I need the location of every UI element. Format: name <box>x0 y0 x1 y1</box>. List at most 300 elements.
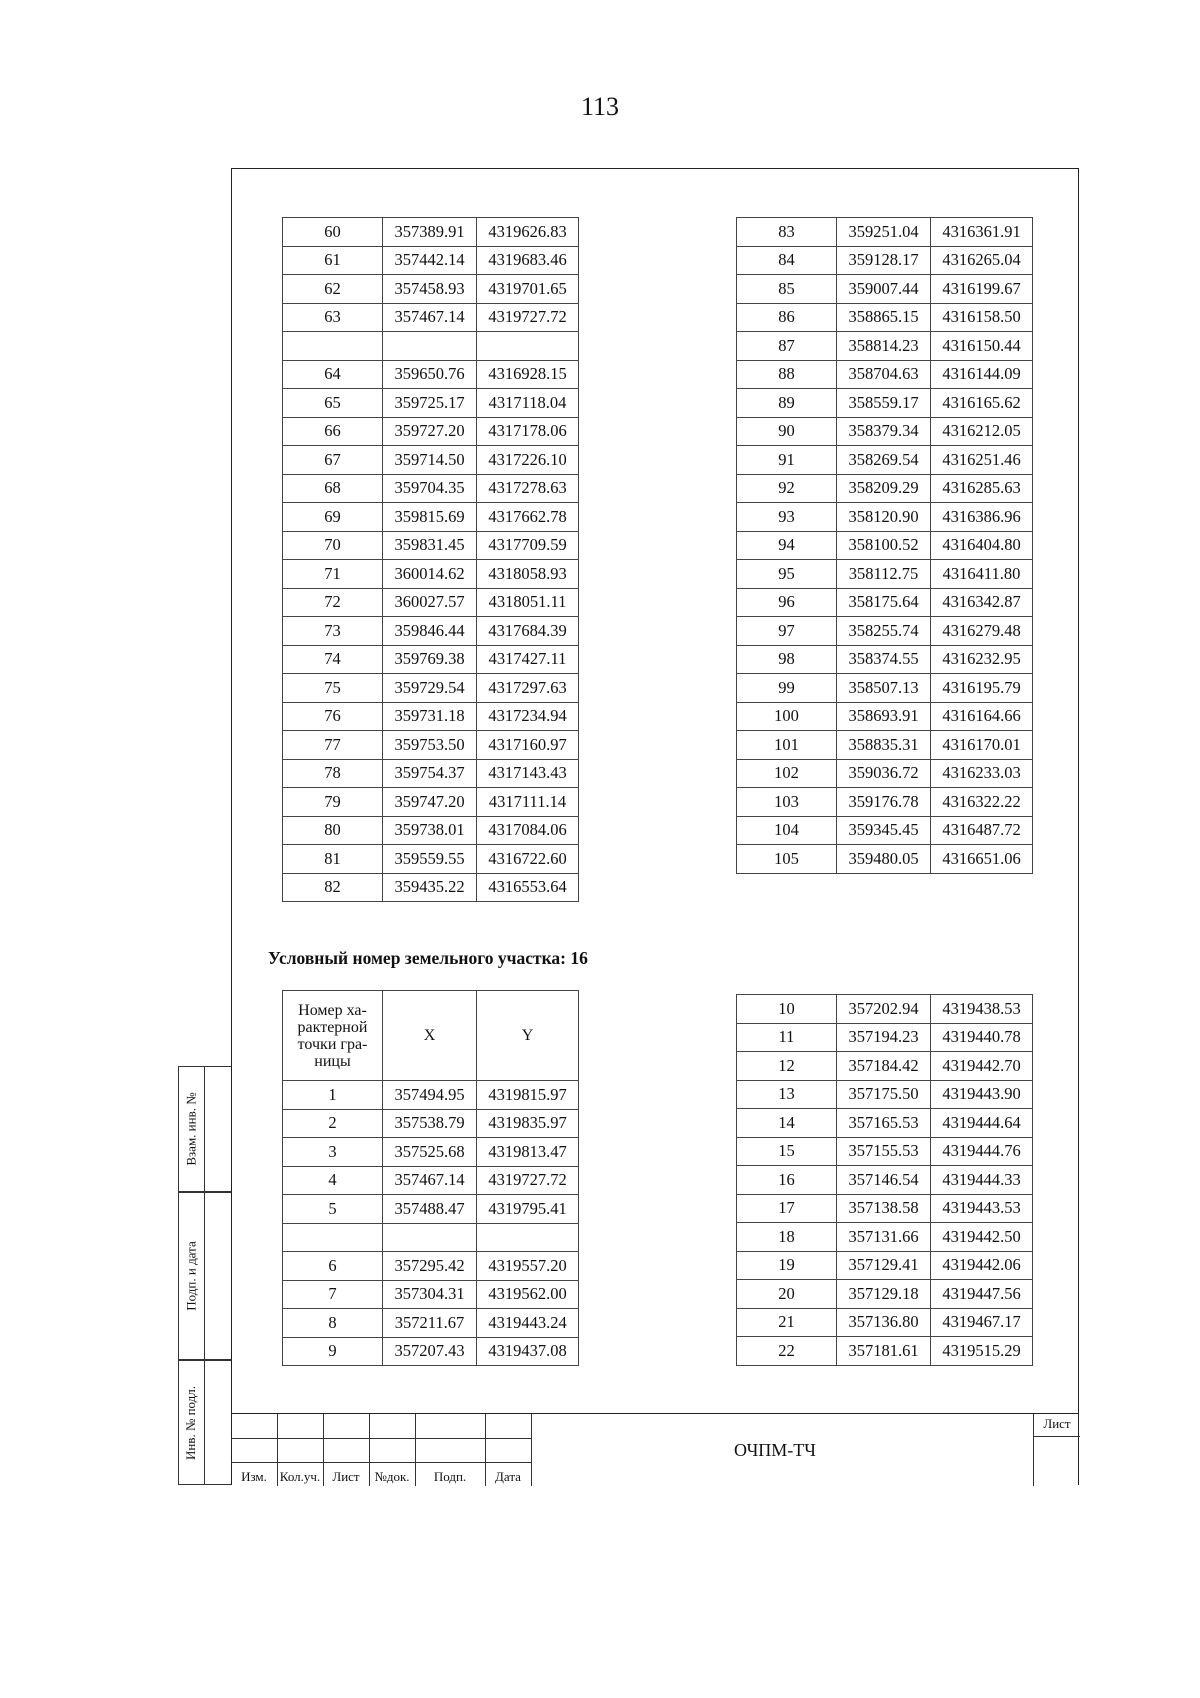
x-coordinate-cell: 359435.22 <box>383 873 477 902</box>
title-col-list: Лист <box>332 1469 360 1484</box>
point-number-cell: 68 <box>283 474 383 503</box>
point-number-cell: 3 <box>283 1138 383 1167</box>
y-coordinate-cell: 4316928.15 <box>477 360 579 389</box>
y-coordinate-cell: 4317143.43 <box>477 759 579 788</box>
y-coordinate-cell: 4317297.63 <box>477 674 579 703</box>
table-row <box>283 845 579 874</box>
header-y: Y <box>477 991 579 1081</box>
table-row <box>283 474 579 503</box>
table-row <box>737 1052 1033 1081</box>
point-number-cell: 21 <box>737 1308 837 1337</box>
y-coordinate-cell: 4316158.50 <box>931 303 1033 332</box>
x-coordinate-cell: 357389.91 <box>383 218 477 247</box>
y-coordinate-cell: 4318051.11 <box>477 588 579 617</box>
table-row <box>283 360 579 389</box>
page-number: 113 <box>580 92 620 121</box>
table-row <box>737 1194 1033 1223</box>
y-coordinate-cell: 4317684.39 <box>477 617 579 646</box>
y-coordinate-cell: 4316165.62 <box>931 389 1033 418</box>
table-row <box>737 1308 1033 1337</box>
table-row <box>283 759 579 788</box>
point-number-cell: 64 <box>283 360 383 389</box>
y-coordinate-cell: 4316279.48 <box>931 617 1033 646</box>
y-coordinate-cell: 4319437.08 <box>477 1337 579 1366</box>
x-coordinate-cell: 357181.61 <box>837 1337 931 1366</box>
point-number-cell: 72 <box>283 588 383 617</box>
point-number-cell: 74 <box>283 645 383 674</box>
y-coordinate-cell: 4319626.83 <box>477 218 579 247</box>
y-coordinate-cell: 4317160.97 <box>477 731 579 760</box>
table-row <box>283 1195 579 1224</box>
x-coordinate-cell: 357295.42 <box>383 1252 477 1281</box>
point-number-cell: 104 <box>737 816 837 845</box>
point-number-cell: 82 <box>283 873 383 902</box>
y-coordinate-cell: 4317118.04 <box>477 389 579 418</box>
x-coordinate-cell <box>383 332 477 361</box>
y-coordinate-cell: 4316722.60 <box>477 845 579 874</box>
point-number-cell: 101 <box>737 731 837 760</box>
table-row <box>283 1138 579 1167</box>
y-coordinate-cell: 4319515.29 <box>931 1337 1033 1366</box>
table-row <box>283 503 579 532</box>
x-coordinate-cell: 359725.17 <box>383 389 477 418</box>
y-coordinate-cell: 4316199.67 <box>931 275 1033 304</box>
table-row <box>737 1223 1033 1252</box>
y-coordinate-cell: 4317084.06 <box>477 816 579 845</box>
x-coordinate-cell: 358835.31 <box>837 731 931 760</box>
point-number-cell: 102 <box>737 759 837 788</box>
point-number-cell <box>283 332 383 361</box>
x-coordinate-cell: 359128.17 <box>837 246 931 275</box>
y-coordinate-cell: 4317278.63 <box>477 474 579 503</box>
table-row <box>737 674 1033 703</box>
point-number-cell: 76 <box>283 702 383 731</box>
point-number-cell: 65 <box>283 389 383 418</box>
y-coordinate-cell: 4319835.97 <box>477 1109 579 1138</box>
y-coordinate-cell: 4317234.94 <box>477 702 579 731</box>
table-row <box>283 816 579 845</box>
point-number-cell: 1 <box>283 1081 383 1110</box>
y-coordinate-cell: 4316251.46 <box>931 446 1033 475</box>
x-coordinate-cell: 357467.14 <box>383 1166 477 1195</box>
y-coordinate-cell: 4317709.59 <box>477 531 579 560</box>
point-number-cell: 11 <box>737 1023 837 1052</box>
stamp-inv-podl <box>178 1360 231 1485</box>
x-coordinate-cell: 357175.50 <box>837 1080 931 1109</box>
y-coordinate-cell: 4316322.22 <box>931 788 1033 817</box>
y-coordinate-cell: 4319443.24 <box>477 1309 579 1338</box>
x-coordinate-cell: 357467.14 <box>383 303 477 332</box>
x-coordinate-cell: 357525.68 <box>383 1138 477 1167</box>
x-coordinate-cell: 358255.74 <box>837 617 931 646</box>
table-row <box>283 332 579 361</box>
stamp-podp-data-label: Подп. и дата <box>183 1241 199 1311</box>
y-coordinate-cell: 4319557.20 <box>477 1252 579 1281</box>
point-number-cell: 98 <box>737 645 837 674</box>
y-coordinate-cell: 4319447.56 <box>931 1280 1033 1309</box>
point-number-cell: 88 <box>737 360 837 389</box>
y-coordinate-cell: 4318058.93 <box>477 560 579 589</box>
x-coordinate-cell: 359036.72 <box>837 759 931 788</box>
point-number-cell: 15 <box>737 1137 837 1166</box>
table-row <box>283 674 579 703</box>
table-row <box>283 1280 579 1309</box>
y-coordinate-cell: 4319795.41 <box>477 1195 579 1224</box>
table-row <box>737 645 1033 674</box>
table-row <box>737 531 1033 560</box>
sheet-box <box>1033 1414 1079 1486</box>
x-coordinate-cell: 357207.43 <box>383 1337 477 1366</box>
point-number-cell: 95 <box>737 560 837 589</box>
point-number-cell: 17 <box>737 1194 837 1223</box>
point-number-cell: 105 <box>737 845 837 874</box>
point-number-cell: 89 <box>737 389 837 418</box>
point-number-cell: 7 <box>283 1280 383 1309</box>
y-coordinate-cell: 4317662.78 <box>477 503 579 532</box>
x-coordinate-cell: 359754.37 <box>383 759 477 788</box>
table-row <box>737 474 1033 503</box>
y-coordinate-cell: 4316285.63 <box>931 474 1033 503</box>
y-coordinate-cell: 4316342.87 <box>931 588 1033 617</box>
y-coordinate-cell <box>477 1223 579 1252</box>
y-coordinate-cell: 4316553.64 <box>477 873 579 902</box>
x-coordinate-cell: 359251.04 <box>837 218 931 247</box>
point-number-cell: 97 <box>737 617 837 646</box>
y-coordinate-cell: 4319442.06 <box>931 1251 1033 1280</box>
point-number-cell: 10 <box>737 995 837 1024</box>
y-coordinate-cell: 4319813.47 <box>477 1138 579 1167</box>
table-row <box>283 446 579 475</box>
y-coordinate-cell: 4316386.96 <box>931 503 1033 532</box>
table-row <box>283 731 579 760</box>
stamp-vzam-inv-label: Взам. инв. № <box>183 1092 199 1166</box>
table-row <box>737 1251 1033 1280</box>
point-number-cell: 81 <box>283 845 383 874</box>
table-row <box>283 1223 579 1252</box>
point-number-cell: 92 <box>737 474 837 503</box>
y-coordinate-cell: 4316651.06 <box>931 845 1033 874</box>
x-coordinate-cell: 359727.20 <box>383 417 477 446</box>
table-row <box>737 816 1033 845</box>
point-number-cell: 4 <box>283 1166 383 1195</box>
y-coordinate-cell: 4319727.72 <box>477 303 579 332</box>
point-number-cell: 96 <box>737 588 837 617</box>
point-number-cell: 69 <box>283 503 383 532</box>
y-coordinate-cell: 4319815.97 <box>477 1081 579 1110</box>
x-coordinate-cell: 357442.14 <box>383 246 477 275</box>
y-coordinate-cell: 4319442.70 <box>931 1052 1033 1081</box>
x-coordinate-cell: 358175.64 <box>837 588 931 617</box>
x-coordinate-cell: 357194.23 <box>837 1023 931 1052</box>
table-row <box>283 303 579 332</box>
y-coordinate-cell: 4316487.72 <box>931 816 1033 845</box>
title-col-data: Дата <box>495 1469 521 1484</box>
point-number-cell: 14 <box>737 1109 837 1138</box>
x-coordinate-cell: 359753.50 <box>383 731 477 760</box>
table-row <box>737 303 1033 332</box>
table-row <box>737 1137 1033 1166</box>
table-row <box>737 845 1033 874</box>
x-coordinate-cell: 357165.53 <box>837 1109 931 1138</box>
point-number-cell <box>283 1223 383 1252</box>
y-coordinate-cell: 4316361.91 <box>931 218 1033 247</box>
y-coordinate-cell: 4319442.50 <box>931 1223 1033 1252</box>
table-row <box>283 531 579 560</box>
point-number-cell: 83 <box>737 218 837 247</box>
header-x: X <box>383 991 477 1081</box>
table-row <box>737 360 1033 389</box>
point-number-cell: 19 <box>737 1251 837 1280</box>
point-number-cell: 6 <box>283 1252 383 1281</box>
point-number-cell: 100 <box>737 702 837 731</box>
point-number-cell: 18 <box>737 1223 837 1252</box>
table-row <box>737 417 1033 446</box>
x-coordinate-cell: 357146.54 <box>837 1166 931 1195</box>
table-row <box>283 645 579 674</box>
y-coordinate-cell: 4316164.66 <box>931 702 1033 731</box>
y-coordinate-cell: 4316144.09 <box>931 360 1033 389</box>
y-coordinate-cell: 4319444.64 <box>931 1109 1033 1138</box>
point-number-cell: 13 <box>737 1080 837 1109</box>
point-number-cell: 9 <box>283 1337 383 1366</box>
x-coordinate-cell: 359729.54 <box>383 674 477 703</box>
y-coordinate-cell: 4319443.90 <box>931 1080 1033 1109</box>
y-coordinate-cell: 4316170.01 <box>931 731 1033 760</box>
x-coordinate-cell: 359345.45 <box>837 816 931 845</box>
x-coordinate-cell: 357458.93 <box>383 275 477 304</box>
point-number-cell: 12 <box>737 1052 837 1081</box>
y-coordinate-cell: 4319443.53 <box>931 1194 1033 1223</box>
x-coordinate-cell: 358379.34 <box>837 417 931 446</box>
table-header-row <box>283 991 579 1081</box>
x-coordinate-cell: 359480.05 <box>837 845 931 874</box>
x-coordinate-cell: 360027.57 <box>383 588 477 617</box>
y-coordinate-cell: 4317111.14 <box>477 788 579 817</box>
table-row <box>283 275 579 304</box>
table-row <box>283 873 579 902</box>
point-number-cell: 22 <box>737 1337 837 1366</box>
x-coordinate-cell: 358559.17 <box>837 389 931 418</box>
point-number-cell: 2 <box>283 1109 383 1138</box>
stamp-inv-podl-label: Инв. № подл. <box>183 1385 199 1460</box>
x-coordinate-cell: 359731.18 <box>383 702 477 731</box>
y-coordinate-cell: 4319444.76 <box>931 1137 1033 1166</box>
point-number-cell: 87 <box>737 332 837 361</box>
y-coordinate-cell: 4319727.72 <box>477 1166 579 1195</box>
table-row <box>737 1337 1033 1366</box>
point-number-cell: 62 <box>283 275 383 304</box>
x-coordinate-cell: 358269.54 <box>837 446 931 475</box>
x-coordinate-cell: 359738.01 <box>383 816 477 845</box>
point-number-cell: 8 <box>283 1309 383 1338</box>
point-number-cell: 73 <box>283 617 383 646</box>
table-row <box>737 1080 1033 1109</box>
y-coordinate-cell: 4319701.65 <box>477 275 579 304</box>
x-coordinate-cell: 358100.52 <box>837 531 931 560</box>
x-coordinate-cell: 357155.53 <box>837 1137 931 1166</box>
table-row <box>283 1109 579 1138</box>
coordinates-table-bottom-left <box>282 990 579 1366</box>
point-number-cell: 61 <box>283 246 383 275</box>
table-row <box>283 617 579 646</box>
x-coordinate-cell: 357131.66 <box>837 1223 931 1252</box>
table-row <box>737 446 1033 475</box>
x-coordinate-cell: 358120.90 <box>837 503 931 532</box>
point-number-cell: 5 <box>283 1195 383 1224</box>
x-coordinate-cell <box>383 1223 477 1252</box>
table-row <box>283 1337 579 1366</box>
x-coordinate-cell: 357211.67 <box>383 1309 477 1338</box>
y-coordinate-cell: 4316150.44 <box>931 332 1033 361</box>
x-coordinate-cell: 359007.44 <box>837 275 931 304</box>
title-block <box>231 1413 1079 1485</box>
table-row <box>283 702 579 731</box>
x-coordinate-cell: 357184.42 <box>837 1052 931 1081</box>
x-coordinate-cell: 358865.15 <box>837 303 931 332</box>
coordinates-table-top-left <box>282 217 579 902</box>
x-coordinate-cell: 359769.38 <box>383 645 477 674</box>
y-coordinate-cell: 4319440.78 <box>931 1023 1033 1052</box>
document-code: ОЧПМ-ТЧ <box>734 1440 816 1460</box>
table-row <box>737 617 1033 646</box>
table-row <box>737 503 1033 532</box>
x-coordinate-cell: 357136.80 <box>837 1308 931 1337</box>
x-coordinate-cell: 359747.20 <box>383 788 477 817</box>
y-coordinate-cell: 4316212.05 <box>931 417 1033 446</box>
point-number-cell: 94 <box>737 531 837 560</box>
y-coordinate-cell: 4316265.04 <box>931 246 1033 275</box>
stamp-vzam-inv <box>178 1066 231 1192</box>
header-point-number: Номер ха-рактерной точки гра-ницы <box>283 991 383 1081</box>
x-coordinate-cell: 359714.50 <box>383 446 477 475</box>
x-coordinate-cell: 358693.91 <box>837 702 931 731</box>
table-row <box>283 788 579 817</box>
y-coordinate-cell: 4316195.79 <box>931 674 1033 703</box>
point-number-cell: 99 <box>737 674 837 703</box>
coordinates-table-top-right <box>736 217 1033 874</box>
y-coordinate-cell: 4317178.06 <box>477 417 579 446</box>
table-row <box>737 1023 1033 1052</box>
table-row <box>737 389 1033 418</box>
point-number-cell: 77 <box>283 731 383 760</box>
point-number-cell: 78 <box>283 759 383 788</box>
point-number-cell: 70 <box>283 531 383 560</box>
title-col-ndok: №док. <box>374 1469 410 1484</box>
y-coordinate-cell <box>477 332 579 361</box>
x-coordinate-cell: 358507.13 <box>837 674 931 703</box>
x-coordinate-cell: 358374.55 <box>837 645 931 674</box>
point-number-cell: 93 <box>737 503 837 532</box>
y-coordinate-cell: 4317427.11 <box>477 645 579 674</box>
x-coordinate-cell: 357202.94 <box>837 995 931 1024</box>
table-row <box>283 246 579 275</box>
x-coordinate-cell: 359559.55 <box>383 845 477 874</box>
point-number-cell: 86 <box>737 303 837 332</box>
x-coordinate-cell: 358112.75 <box>837 560 931 589</box>
table-row <box>737 332 1033 361</box>
table-row <box>737 1109 1033 1138</box>
x-coordinate-cell: 359176.78 <box>837 788 931 817</box>
table-row <box>737 1166 1033 1195</box>
stamp-podp-data <box>178 1192 231 1360</box>
sheet-label: Лист <box>1043 1416 1071 1431</box>
coordinates-table-bottom-right <box>736 994 1033 1366</box>
y-coordinate-cell: 4316232.95 <box>931 645 1033 674</box>
table-row <box>737 560 1033 589</box>
point-number-cell: 84 <box>737 246 837 275</box>
y-coordinate-cell: 4319683.46 <box>477 246 579 275</box>
x-coordinate-cell: 357488.47 <box>383 1195 477 1224</box>
point-number-cell: 103 <box>737 788 837 817</box>
table-row <box>283 1309 579 1338</box>
table-row <box>283 560 579 589</box>
x-coordinate-cell: 359704.35 <box>383 474 477 503</box>
point-number-cell: 80 <box>283 816 383 845</box>
table-row <box>737 246 1033 275</box>
point-number-cell: 91 <box>737 446 837 475</box>
y-coordinate-cell: 4319562.00 <box>477 1280 579 1309</box>
y-coordinate-cell: 4316404.80 <box>931 531 1033 560</box>
point-number-cell: 66 <box>283 417 383 446</box>
table-row <box>283 389 579 418</box>
section-title: Условный номер земельного участка: 16 <box>268 948 588 968</box>
point-number-cell: 67 <box>283 446 383 475</box>
x-coordinate-cell: 357129.18 <box>837 1280 931 1309</box>
point-number-cell: 63 <box>283 303 383 332</box>
table-row <box>283 1166 579 1195</box>
table-row <box>737 759 1033 788</box>
table-row <box>737 702 1033 731</box>
point-number-cell: 20 <box>737 1280 837 1309</box>
x-coordinate-cell: 358704.63 <box>837 360 931 389</box>
point-number-cell: 85 <box>737 275 837 304</box>
x-coordinate-cell: 359650.76 <box>383 360 477 389</box>
title-block-grid <box>231 1414 531 1486</box>
y-coordinate-cell: 4317226.10 <box>477 446 579 475</box>
x-coordinate-cell: 358209.29 <box>837 474 931 503</box>
x-coordinate-cell: 357494.95 <box>383 1081 477 1110</box>
point-number-cell: 60 <box>283 218 383 247</box>
x-coordinate-cell: 359846.44 <box>383 617 477 646</box>
point-number-cell: 75 <box>283 674 383 703</box>
table-row <box>737 731 1033 760</box>
table-row <box>737 995 1033 1024</box>
table-row <box>283 1252 579 1281</box>
x-coordinate-cell: 357304.31 <box>383 1280 477 1309</box>
table-row <box>283 417 579 446</box>
y-coordinate-cell: 4319467.17 <box>931 1308 1033 1337</box>
point-number-cell: 90 <box>737 417 837 446</box>
x-coordinate-cell: 359815.69 <box>383 503 477 532</box>
x-coordinate-cell: 360014.62 <box>383 560 477 589</box>
table-row <box>283 1081 579 1110</box>
y-coordinate-cell: 4316233.03 <box>931 759 1033 788</box>
title-col-podp: Подп. <box>433 1469 467 1484</box>
x-coordinate-cell: 359831.45 <box>383 531 477 560</box>
table-row <box>737 275 1033 304</box>
title-col-izm: Изм. <box>241 1469 267 1484</box>
table-row <box>737 788 1033 817</box>
x-coordinate-cell: 358814.23 <box>837 332 931 361</box>
x-coordinate-cell: 357129.41 <box>837 1251 931 1280</box>
y-coordinate-cell: 4319438.53 <box>931 995 1033 1024</box>
table-row <box>737 1280 1033 1309</box>
y-coordinate-cell: 4319444.33 <box>931 1166 1033 1195</box>
y-coordinate-cell: 4316411.80 <box>931 560 1033 589</box>
table-row <box>283 588 579 617</box>
title-col-koluch: Кол.уч. <box>279 1469 321 1484</box>
x-coordinate-cell: 357138.58 <box>837 1194 931 1223</box>
